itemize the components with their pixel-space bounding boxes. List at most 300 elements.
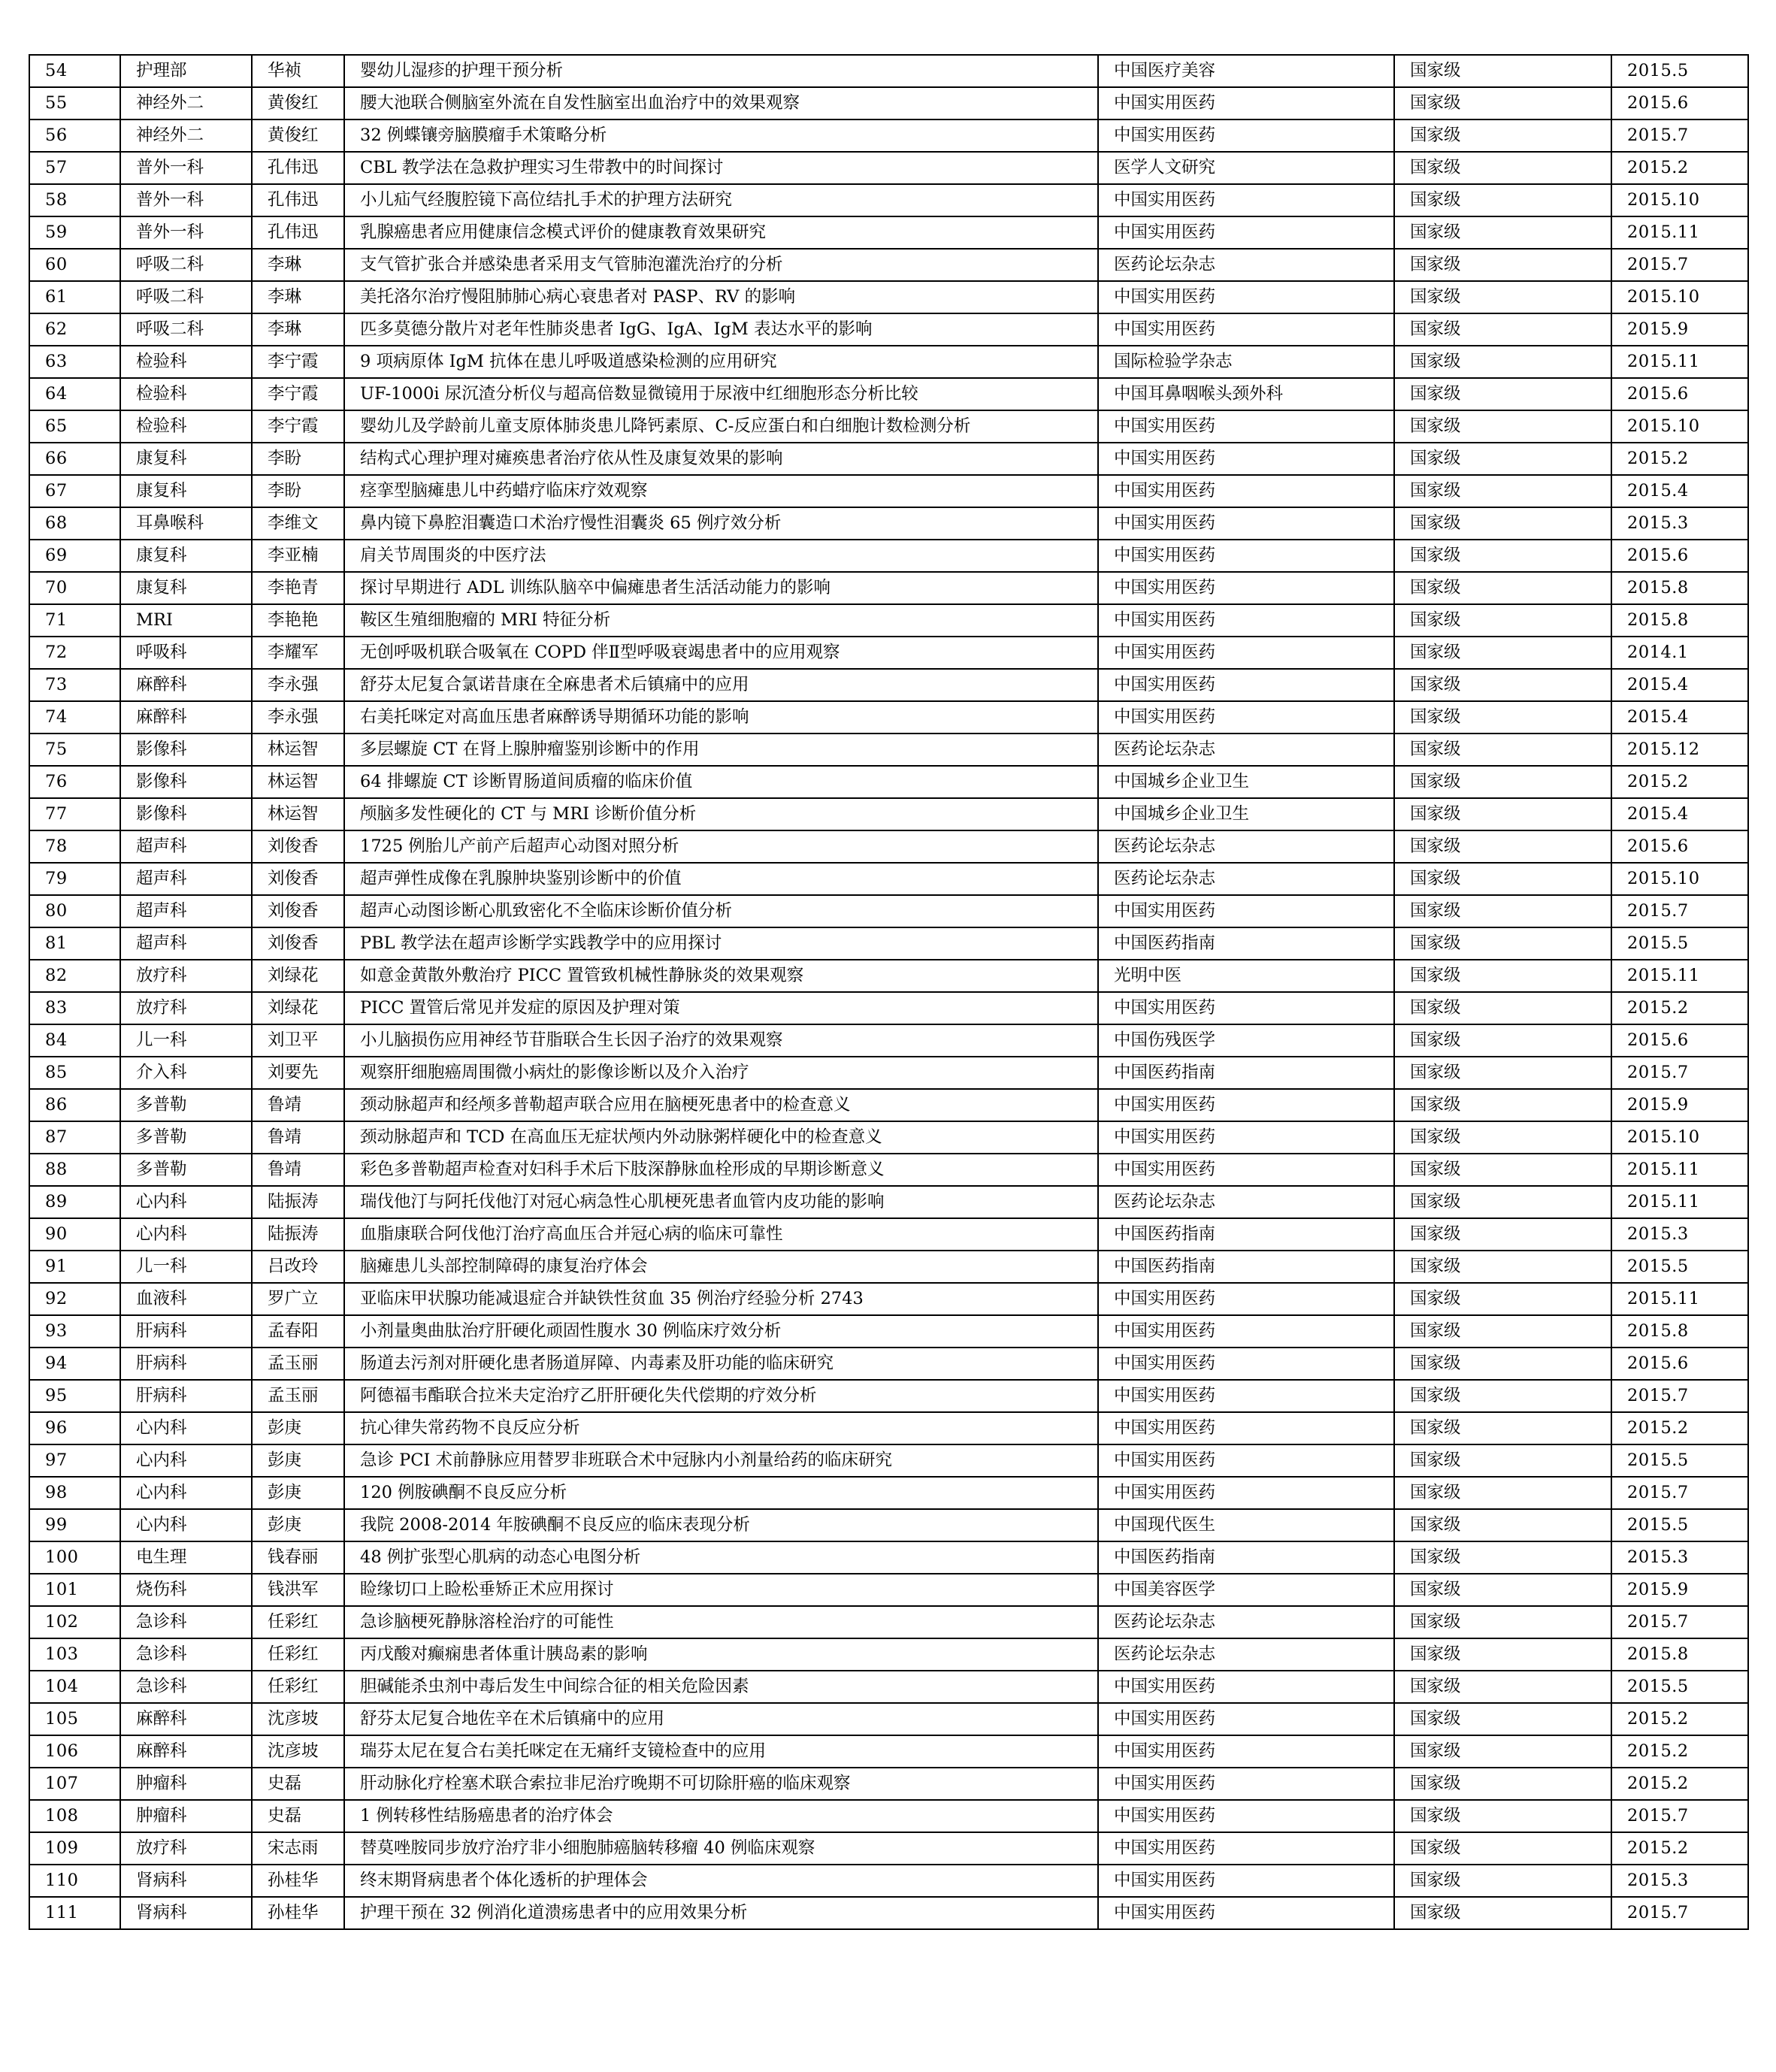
row-number: 54	[29, 55, 120, 87]
row-number: 55	[29, 87, 120, 119]
level-cell: 国家级	[1394, 1606, 1611, 1638]
author-cell: 任彩红	[252, 1606, 344, 1638]
table-row	[29, 637, 1748, 669]
table-row	[29, 604, 1748, 637]
title-cell: 舒芬太尼复合氯诺昔康在全麻患者术后镇痛中的应用	[344, 669, 1098, 701]
date-cell: 2015.5	[1611, 1671, 1748, 1703]
journal-cell: 中国实用医药	[1098, 281, 1394, 313]
author-cell: 李琳	[252, 249, 344, 281]
department-cell: 超声科	[120, 895, 252, 927]
table-row	[29, 346, 1748, 378]
department-cell: 血液科	[120, 1283, 252, 1315]
table-row	[29, 410, 1748, 443]
row-number: 80	[29, 895, 120, 927]
journal-cell: 中国实用医药	[1098, 1380, 1394, 1412]
table-row	[29, 1218, 1748, 1251]
date-cell: 2015.3	[1611, 1865, 1748, 1897]
journal-cell: 中国实用医药	[1098, 1865, 1394, 1897]
department-cell: 呼吸科	[120, 637, 252, 669]
level-cell: 国家级	[1394, 281, 1611, 313]
table-row	[29, 701, 1748, 734]
level-cell: 国家级	[1394, 378, 1611, 410]
title-cell: 婴幼儿湿疹的护理干预分析	[344, 55, 1098, 87]
title-cell: 血脂康联合阿伐他汀治疗高血压合并冠心病的临床可靠性	[344, 1218, 1098, 1251]
title-cell: 抗心律失常药物不良反应分析	[344, 1412, 1098, 1444]
journal-cell: 中国实用医药	[1098, 216, 1394, 249]
title-cell: 亚临床甲状腺功能减退症合并缺铁性贫血 35 例治疗经验分析 2743	[344, 1283, 1098, 1315]
level-cell: 国家级	[1394, 1703, 1611, 1735]
date-cell: 2015.7	[1611, 1606, 1748, 1638]
row-number: 86	[29, 1089, 120, 1121]
level-cell: 国家级	[1394, 669, 1611, 701]
row-number: 96	[29, 1412, 120, 1444]
date-cell: 2015.9	[1611, 1089, 1748, 1121]
journal-cell: 中国实用医药	[1098, 1444, 1394, 1477]
author-cell: 刘绿花	[252, 992, 344, 1024]
title-cell: 美托洛尔治疗慢阻肺肺心病心衰患者对 PASP、RV 的影响	[344, 281, 1098, 313]
table-row	[29, 927, 1748, 960]
title-cell: 小儿脑损伤应用神经节苷脂联合生长因子治疗的效果观察	[344, 1024, 1098, 1057]
level-cell: 国家级	[1394, 1121, 1611, 1154]
journal-cell: 中国医疗美容	[1098, 55, 1394, 87]
department-cell: 肿瘤科	[120, 1768, 252, 1800]
level-cell: 国家级	[1394, 152, 1611, 184]
level-cell: 国家级	[1394, 475, 1611, 507]
table-row	[29, 1800, 1748, 1832]
title-cell: 脑瘫患儿头部控制障碍的康复治疗体会	[344, 1251, 1098, 1283]
title-cell: 肠道去污剂对肝硬化患者肠道屏障、内毒素及肝功能的临床研究	[344, 1348, 1098, 1380]
author-cell: 林运智	[252, 734, 344, 766]
department-cell: 康复科	[120, 540, 252, 572]
author-cell: 林运智	[252, 798, 344, 830]
journal-cell: 中国实用医药	[1098, 572, 1394, 604]
date-cell: 2014.1	[1611, 637, 1748, 669]
author-cell: 黄俊红	[252, 87, 344, 119]
row-number: 70	[29, 572, 120, 604]
journal-cell: 中国实用医药	[1098, 1121, 1394, 1154]
title-cell: 120 例胺碘酮不良反应分析	[344, 1477, 1098, 1509]
department-cell: 急诊科	[120, 1606, 252, 1638]
author-cell: 李耀军	[252, 637, 344, 669]
author-cell: 孔伟迅	[252, 216, 344, 249]
date-cell: 2015.7	[1611, 249, 1748, 281]
date-cell: 2015.11	[1611, 1186, 1748, 1218]
title-cell: 探讨早期进行 ADL 训练队脑卒中偏瘫患者生活活动能力的影响	[344, 572, 1098, 604]
journal-cell: 国际检验学杂志	[1098, 346, 1394, 378]
title-cell: 超声心动图诊断心肌致密化不全临床诊断价值分析	[344, 895, 1098, 927]
author-cell: 陆振涛	[252, 1218, 344, 1251]
journal-cell: 中国实用医药	[1098, 507, 1394, 540]
title-cell: 我院 2008-2014 年胺碘酮不良反应的临床表现分析	[344, 1509, 1098, 1541]
journal-cell: 中国城乡企业卫生	[1098, 798, 1394, 830]
journal-cell: 中国实用医药	[1098, 1089, 1394, 1121]
row-number: 81	[29, 927, 120, 960]
row-number: 87	[29, 1121, 120, 1154]
date-cell: 2015.7	[1611, 1897, 1748, 1929]
journal-cell: 医药论坛杂志	[1098, 1606, 1394, 1638]
row-number: 59	[29, 216, 120, 249]
date-cell: 2015.12	[1611, 734, 1748, 766]
title-cell: 终末期肾病患者个体化透析的护理体会	[344, 1865, 1098, 1897]
title-cell: 多层螺旋 CT 在肾上腺肿瘤鉴别诊断中的作用	[344, 734, 1098, 766]
row-number: 75	[29, 734, 120, 766]
department-cell: 呼吸二科	[120, 249, 252, 281]
row-number: 101	[29, 1574, 120, 1606]
table-row	[29, 1671, 1748, 1703]
department-cell: 呼吸二科	[120, 281, 252, 313]
department-cell: 超声科	[120, 927, 252, 960]
row-number: 106	[29, 1735, 120, 1768]
department-cell: 肝病科	[120, 1348, 252, 1380]
level-cell: 国家级	[1394, 55, 1611, 87]
row-number: 79	[29, 863, 120, 895]
level-cell: 国家级	[1394, 346, 1611, 378]
level-cell: 国家级	[1394, 927, 1611, 960]
level-cell: 国家级	[1394, 313, 1611, 346]
journal-cell: 中国实用医药	[1098, 410, 1394, 443]
journal-cell: 中国实用医药	[1098, 1735, 1394, 1768]
date-cell: 2015.5	[1611, 927, 1748, 960]
row-number: 105	[29, 1703, 120, 1735]
author-cell: 沈彦坡	[252, 1703, 344, 1735]
title-cell: CBL 教学法在急救护理实习生带教中的时间探讨	[344, 152, 1098, 184]
level-cell: 国家级	[1394, 87, 1611, 119]
department-cell: 心内科	[120, 1444, 252, 1477]
title-cell: 48 例扩张型心肌病的动态心电图分析	[344, 1541, 1098, 1574]
author-cell: 李盼	[252, 475, 344, 507]
title-cell: 胆碱能杀虫剂中毒后发生中间综合征的相关危险因素	[344, 1671, 1098, 1703]
author-cell: 彭庚	[252, 1444, 344, 1477]
title-cell: 64 排螺旋 CT 诊断胃肠道间质瘤的临床价值	[344, 766, 1098, 798]
date-cell: 2015.10	[1611, 1121, 1748, 1154]
journal-cell: 中国医药指南	[1098, 927, 1394, 960]
journal-cell: 中国实用医药	[1098, 1283, 1394, 1315]
title-cell: 护理干预在 32 例消化道溃疡患者中的应用效果分析	[344, 1897, 1098, 1929]
journal-cell: 中国实用医药	[1098, 1154, 1394, 1186]
level-cell: 国家级	[1394, 1057, 1611, 1089]
author-cell: 刘卫平	[252, 1024, 344, 1057]
level-cell: 国家级	[1394, 249, 1611, 281]
table-row	[29, 1703, 1748, 1735]
row-number: 63	[29, 346, 120, 378]
date-cell: 2015.10	[1611, 184, 1748, 216]
author-cell: 李艳青	[252, 572, 344, 604]
row-number: 95	[29, 1380, 120, 1412]
department-cell: 介入科	[120, 1057, 252, 1089]
date-cell: 2015.11	[1611, 1283, 1748, 1315]
row-number: 66	[29, 443, 120, 475]
author-cell: 任彩红	[252, 1671, 344, 1703]
title-cell: 急诊 PCI 术前静脉应用替罗非班联合术中冠脉内小剂量给药的临床研究	[344, 1444, 1098, 1477]
author-cell: 李琳	[252, 281, 344, 313]
table-row	[29, 475, 1748, 507]
table-row	[29, 1865, 1748, 1897]
title-cell: 腰大池联合侧脑室外流在自发性脑室出血治疗中的效果观察	[344, 87, 1098, 119]
table-row	[29, 119, 1748, 152]
journal-cell: 中国实用医药	[1098, 1412, 1394, 1444]
table-row	[29, 1315, 1748, 1348]
department-cell: 检验科	[120, 346, 252, 378]
row-number: 88	[29, 1154, 120, 1186]
level-cell: 国家级	[1394, 216, 1611, 249]
level-cell: 国家级	[1394, 1671, 1611, 1703]
row-number: 65	[29, 410, 120, 443]
date-cell: 2015.7	[1611, 1800, 1748, 1832]
row-number: 103	[29, 1638, 120, 1671]
journal-cell: 中国实用医药	[1098, 992, 1394, 1024]
row-number: 64	[29, 378, 120, 410]
level-cell: 国家级	[1394, 1089, 1611, 1121]
date-cell: 2015.8	[1611, 572, 1748, 604]
table-body	[29, 55, 1748, 1929]
journal-cell: 中国实用医药	[1098, 119, 1394, 152]
department-cell: 放疗科	[120, 1832, 252, 1865]
table-row	[29, 1638, 1748, 1671]
title-cell: 1 例转移性结肠癌患者的治疗体会	[344, 1800, 1098, 1832]
table-row	[29, 1024, 1748, 1057]
date-cell: 2015.10	[1611, 281, 1748, 313]
department-cell: 心内科	[120, 1186, 252, 1218]
level-cell: 国家级	[1394, 830, 1611, 863]
row-number: 60	[29, 249, 120, 281]
level-cell: 国家级	[1394, 1315, 1611, 1348]
table-row	[29, 1768, 1748, 1800]
level-cell: 国家级	[1394, 507, 1611, 540]
department-cell: 麻醉科	[120, 701, 252, 734]
journal-cell: 中国实用医药	[1098, 1897, 1394, 1929]
title-cell: UF-1000i 尿沉渣分析仪与超高倍数显微镜用于尿液中红细胞形态分析比较	[344, 378, 1098, 410]
date-cell: 2015.7	[1611, 1057, 1748, 1089]
table-row	[29, 184, 1748, 216]
date-cell: 2015.3	[1611, 1541, 1748, 1574]
row-number: 71	[29, 604, 120, 637]
journal-cell: 中国实用医药	[1098, 895, 1394, 927]
author-cell: 任彩红	[252, 1638, 344, 1671]
author-cell: 李永强	[252, 701, 344, 734]
author-cell: 钱春丽	[252, 1541, 344, 1574]
table-row	[29, 1574, 1748, 1606]
department-cell: 电生理	[120, 1541, 252, 1574]
date-cell: 2015.2	[1611, 1412, 1748, 1444]
journal-cell: 中国实用医药	[1098, 1703, 1394, 1735]
department-cell: 肾病科	[120, 1897, 252, 1929]
author-cell: 孔伟迅	[252, 184, 344, 216]
date-cell: 2015.7	[1611, 1380, 1748, 1412]
journal-cell: 中国实用医药	[1098, 669, 1394, 701]
journal-cell: 中国实用医药	[1098, 1832, 1394, 1865]
author-cell: 孙桂华	[252, 1865, 344, 1897]
level-cell: 国家级	[1394, 1380, 1611, 1412]
level-cell: 国家级	[1394, 701, 1611, 734]
author-cell: 孟春阳	[252, 1315, 344, 1348]
author-cell: 李宁霞	[252, 378, 344, 410]
author-cell: 李宁霞	[252, 346, 344, 378]
journal-cell: 中国实用医药	[1098, 1477, 1394, 1509]
journal-cell: 中国实用医药	[1098, 443, 1394, 475]
level-cell: 国家级	[1394, 1251, 1611, 1283]
level-cell: 国家级	[1394, 895, 1611, 927]
title-cell: 32 例蝶镶旁脑膜瘤手术策略分析	[344, 119, 1098, 152]
department-cell: 影像科	[120, 766, 252, 798]
title-cell: 小儿疝气经腹腔镜下高位结扎手术的护理方法研究	[344, 184, 1098, 216]
title-cell: 阿德福韦酯联合拉米夫定治疗乙肝肝硬化失代偿期的疗效分析	[344, 1380, 1098, 1412]
title-cell: 彩色多普勒超声检查对妇科手术后下肢深静脉血栓形成的早期诊断意义	[344, 1154, 1098, 1186]
title-cell: 丙戊酸对癫痫患者体重计胰岛素的影响	[344, 1638, 1098, 1671]
department-cell: 康复科	[120, 443, 252, 475]
row-number: 61	[29, 281, 120, 313]
author-cell: 鲁靖	[252, 1154, 344, 1186]
table-row	[29, 281, 1748, 313]
date-cell: 2015.2	[1611, 152, 1748, 184]
table-row	[29, 87, 1748, 119]
date-cell: 2015.6	[1611, 540, 1748, 572]
title-cell: 痉挛型脑瘫患儿中药蜡疗临床疗效观察	[344, 475, 1098, 507]
publication-table	[29, 54, 1749, 1930]
table-row	[29, 55, 1748, 87]
table-row	[29, 443, 1748, 475]
level-cell: 国家级	[1394, 119, 1611, 152]
author-cell: 孟玉丽	[252, 1380, 344, 1412]
date-cell: 2015.2	[1611, 1735, 1748, 1768]
journal-cell: 医药论坛杂志	[1098, 863, 1394, 895]
date-cell: 2015.5	[1611, 1444, 1748, 1477]
table-row	[29, 1057, 1748, 1089]
date-cell: 2015.2	[1611, 1768, 1748, 1800]
author-cell: 李永强	[252, 669, 344, 701]
title-cell: 急诊脑梗死静脉溶栓治疗的可能性	[344, 1606, 1098, 1638]
row-number: 62	[29, 313, 120, 346]
level-cell: 国家级	[1394, 1574, 1611, 1606]
department-cell: 心内科	[120, 1412, 252, 1444]
level-cell: 国家级	[1394, 443, 1611, 475]
date-cell: 2015.8	[1611, 604, 1748, 637]
table-row	[29, 1412, 1748, 1444]
row-number: 110	[29, 1865, 120, 1897]
title-cell: 睑缘切口上睑松垂矫正术应用探讨	[344, 1574, 1098, 1606]
author-cell: 李维文	[252, 507, 344, 540]
table-row	[29, 1380, 1748, 1412]
row-number: 85	[29, 1057, 120, 1089]
author-cell: 沈彦坡	[252, 1735, 344, 1768]
title-cell: 瑞伐他汀与阿托伐他汀对冠心病急性心肌梗死患者血管内皮功能的影响	[344, 1186, 1098, 1218]
journal-cell: 中国实用医药	[1098, 313, 1394, 346]
row-number: 108	[29, 1800, 120, 1832]
table-row	[29, 1606, 1748, 1638]
title-cell: 肝动脉化疗栓塞术联合索拉非尼治疗晚期不可切除肝癌的临床观察	[344, 1768, 1098, 1800]
author-cell: 李宁霞	[252, 410, 344, 443]
journal-cell: 中国美容医学	[1098, 1574, 1394, 1606]
department-cell: 神经外二	[120, 87, 252, 119]
table-row	[29, 1283, 1748, 1315]
row-number: 73	[29, 669, 120, 701]
author-cell: 陆振涛	[252, 1186, 344, 1218]
author-cell: 黄俊红	[252, 119, 344, 152]
row-number: 92	[29, 1283, 120, 1315]
level-cell: 国家级	[1394, 1348, 1611, 1380]
date-cell: 2015.11	[1611, 960, 1748, 992]
journal-cell: 中国实用医药	[1098, 637, 1394, 669]
title-cell: 结构式心理护理对瘫痪患者治疗依从性及康复效果的影响	[344, 443, 1098, 475]
author-cell: 彭庚	[252, 1509, 344, 1541]
department-cell: 肾病科	[120, 1865, 252, 1897]
date-cell: 2015.2	[1611, 992, 1748, 1024]
department-cell: 急诊科	[120, 1638, 252, 1671]
date-cell: 2015.5	[1611, 55, 1748, 87]
date-cell: 2015.10	[1611, 863, 1748, 895]
department-cell: 多普勒	[120, 1154, 252, 1186]
row-number: 72	[29, 637, 120, 669]
level-cell: 国家级	[1394, 1444, 1611, 1477]
level-cell: 国家级	[1394, 1735, 1611, 1768]
title-cell: 鞍区生殖细胞瘤的 MRI 特征分析	[344, 604, 1098, 637]
journal-cell: 中国医药指南	[1098, 1218, 1394, 1251]
journal-cell: 中国城乡企业卫生	[1098, 766, 1394, 798]
department-cell: 护理部	[120, 55, 252, 87]
department-cell: 肿瘤科	[120, 1800, 252, 1832]
row-number: 102	[29, 1606, 120, 1638]
title-cell: PICC 置管后常见并发症的原因及护理对策	[344, 992, 1098, 1024]
date-cell: 2015.2	[1611, 766, 1748, 798]
table-row	[29, 507, 1748, 540]
department-cell: MRI	[120, 604, 252, 637]
department-cell: 神经外二	[120, 119, 252, 152]
department-cell: 儿一科	[120, 1024, 252, 1057]
table-row	[29, 1154, 1748, 1186]
row-number: 99	[29, 1509, 120, 1541]
date-cell: 2015.7	[1611, 119, 1748, 152]
row-number: 77	[29, 798, 120, 830]
author-cell: 华祯	[252, 55, 344, 87]
row-number: 58	[29, 184, 120, 216]
department-cell: 急诊科	[120, 1671, 252, 1703]
table-row	[29, 766, 1748, 798]
journal-cell: 医药论坛杂志	[1098, 1186, 1394, 1218]
date-cell: 2015.2	[1611, 1832, 1748, 1865]
table-row	[29, 734, 1748, 766]
author-cell: 刘俊香	[252, 927, 344, 960]
title-cell: 如意金黄散外敷治疗 PICC 置管致机械性静脉炎的效果观察	[344, 960, 1098, 992]
journal-cell: 中国实用医药	[1098, 1671, 1394, 1703]
level-cell: 国家级	[1394, 1638, 1611, 1671]
row-number: 83	[29, 992, 120, 1024]
journal-cell: 医药论坛杂志	[1098, 830, 1394, 863]
level-cell: 国家级	[1394, 410, 1611, 443]
title-cell: 超声弹性成像在乳腺肿块鉴别诊断中的价值	[344, 863, 1098, 895]
date-cell: 2015.11	[1611, 346, 1748, 378]
author-cell: 吕改玲	[252, 1251, 344, 1283]
author-cell: 刘俊香	[252, 863, 344, 895]
title-cell: PBL 教学法在超声诊断学实践教学中的应用探讨	[344, 927, 1098, 960]
author-cell: 孟玉丽	[252, 1348, 344, 1380]
department-cell: 麻醉科	[120, 669, 252, 701]
date-cell: 2015.9	[1611, 1574, 1748, 1606]
department-cell: 普外一科	[120, 216, 252, 249]
table-row	[29, 669, 1748, 701]
date-cell: 2015.6	[1611, 830, 1748, 863]
level-cell: 国家级	[1394, 1865, 1611, 1897]
row-number: 68	[29, 507, 120, 540]
department-cell: 超声科	[120, 863, 252, 895]
department-cell: 影像科	[120, 734, 252, 766]
journal-cell: 中国实用医药	[1098, 1315, 1394, 1348]
table-row	[29, 1089, 1748, 1121]
level-cell: 国家级	[1394, 1477, 1611, 1509]
journal-cell: 医药论坛杂志	[1098, 249, 1394, 281]
row-number: 100	[29, 1541, 120, 1574]
author-cell: 刘俊香	[252, 830, 344, 863]
date-cell: 2015.2	[1611, 443, 1748, 475]
table-row	[29, 378, 1748, 410]
